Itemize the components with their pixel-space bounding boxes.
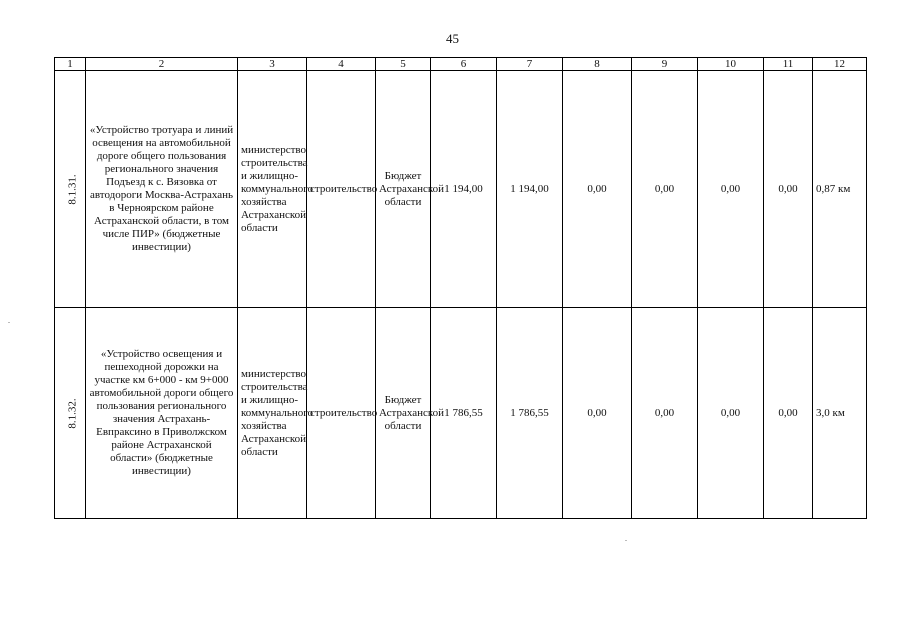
row-code-cell (55, 308, 86, 519)
value-c10: 0,00 (698, 308, 764, 519)
value-c8: 0,00 (563, 308, 632, 519)
project-name: «Устройство тротуара и линий освещения на автомобильной дороге общего пользования регионального значения Подъезд к с. Вязовка от автодороги Москва-Астрахань в Черноярском районе Астраханской области, в том числе ПИР» (бюджетные инвестиции) (86, 71, 238, 308)
executor: министерство строительства и жилищно-коммунального хозяйства Астраханской области (238, 308, 307, 519)
value-c12: 0,87 км (813, 71, 867, 308)
col-header: 4 (307, 58, 376, 71)
value-c9: 0,00 (632, 308, 698, 519)
col-header: 5 (376, 58, 431, 71)
col-header: 11 (764, 58, 813, 71)
col-header: 6 (431, 58, 497, 71)
project-name: «Устройство освещения и пешеходной дорожки на участке км 6+000 - км 9+000 автомобильной дороги общего пользования регионального значения Астрахань-Евпраксино в Приволжском районе Астраханской области» (бюджетные инвестиции) (86, 308, 238, 519)
scan-speck (8, 322, 10, 323)
value-c11: 0,00 (764, 308, 813, 519)
col-header: 7 (497, 58, 563, 71)
row-code: 8.1.31. (66, 173, 79, 205)
value-c6: 1 786,55 (431, 308, 497, 519)
table-row (55, 308, 867, 519)
table-row (55, 71, 867, 308)
work-kind: строительство (307, 71, 376, 308)
value-c7: 1 194,00 (497, 71, 563, 308)
value-c6: 1 194,00 (431, 71, 497, 308)
row-code: 8.1.32. (66, 397, 79, 429)
row-code-cell (55, 71, 86, 308)
col-header: 2 (86, 58, 238, 71)
col-header: 9 (632, 58, 698, 71)
value-c7: 1 786,55 (497, 308, 563, 519)
funding-source: Бюджет Астраханской области (376, 71, 431, 308)
value-c10: 0,00 (698, 71, 764, 308)
executor: министерство строительства и жилищно-коммунального хозяйства Астраханской области (238, 71, 307, 308)
scan-speck (625, 540, 627, 541)
funding-source: Бюджет Астраханской области (376, 308, 431, 519)
header-row (55, 58, 867, 71)
col-header: 12 (813, 58, 867, 71)
value-c8: 0,00 (563, 71, 632, 308)
budget-table (54, 57, 867, 519)
col-header: 1 (55, 58, 86, 71)
col-header: 8 (563, 58, 632, 71)
value-c11: 0,00 (764, 71, 813, 308)
value-c9: 0,00 (632, 71, 698, 308)
page-number: 45 (446, 31, 459, 46)
work-kind: строительство (307, 308, 376, 519)
col-header: 3 (238, 58, 307, 71)
value-c12: 3,0 км (813, 308, 867, 519)
col-header: 10 (698, 58, 764, 71)
